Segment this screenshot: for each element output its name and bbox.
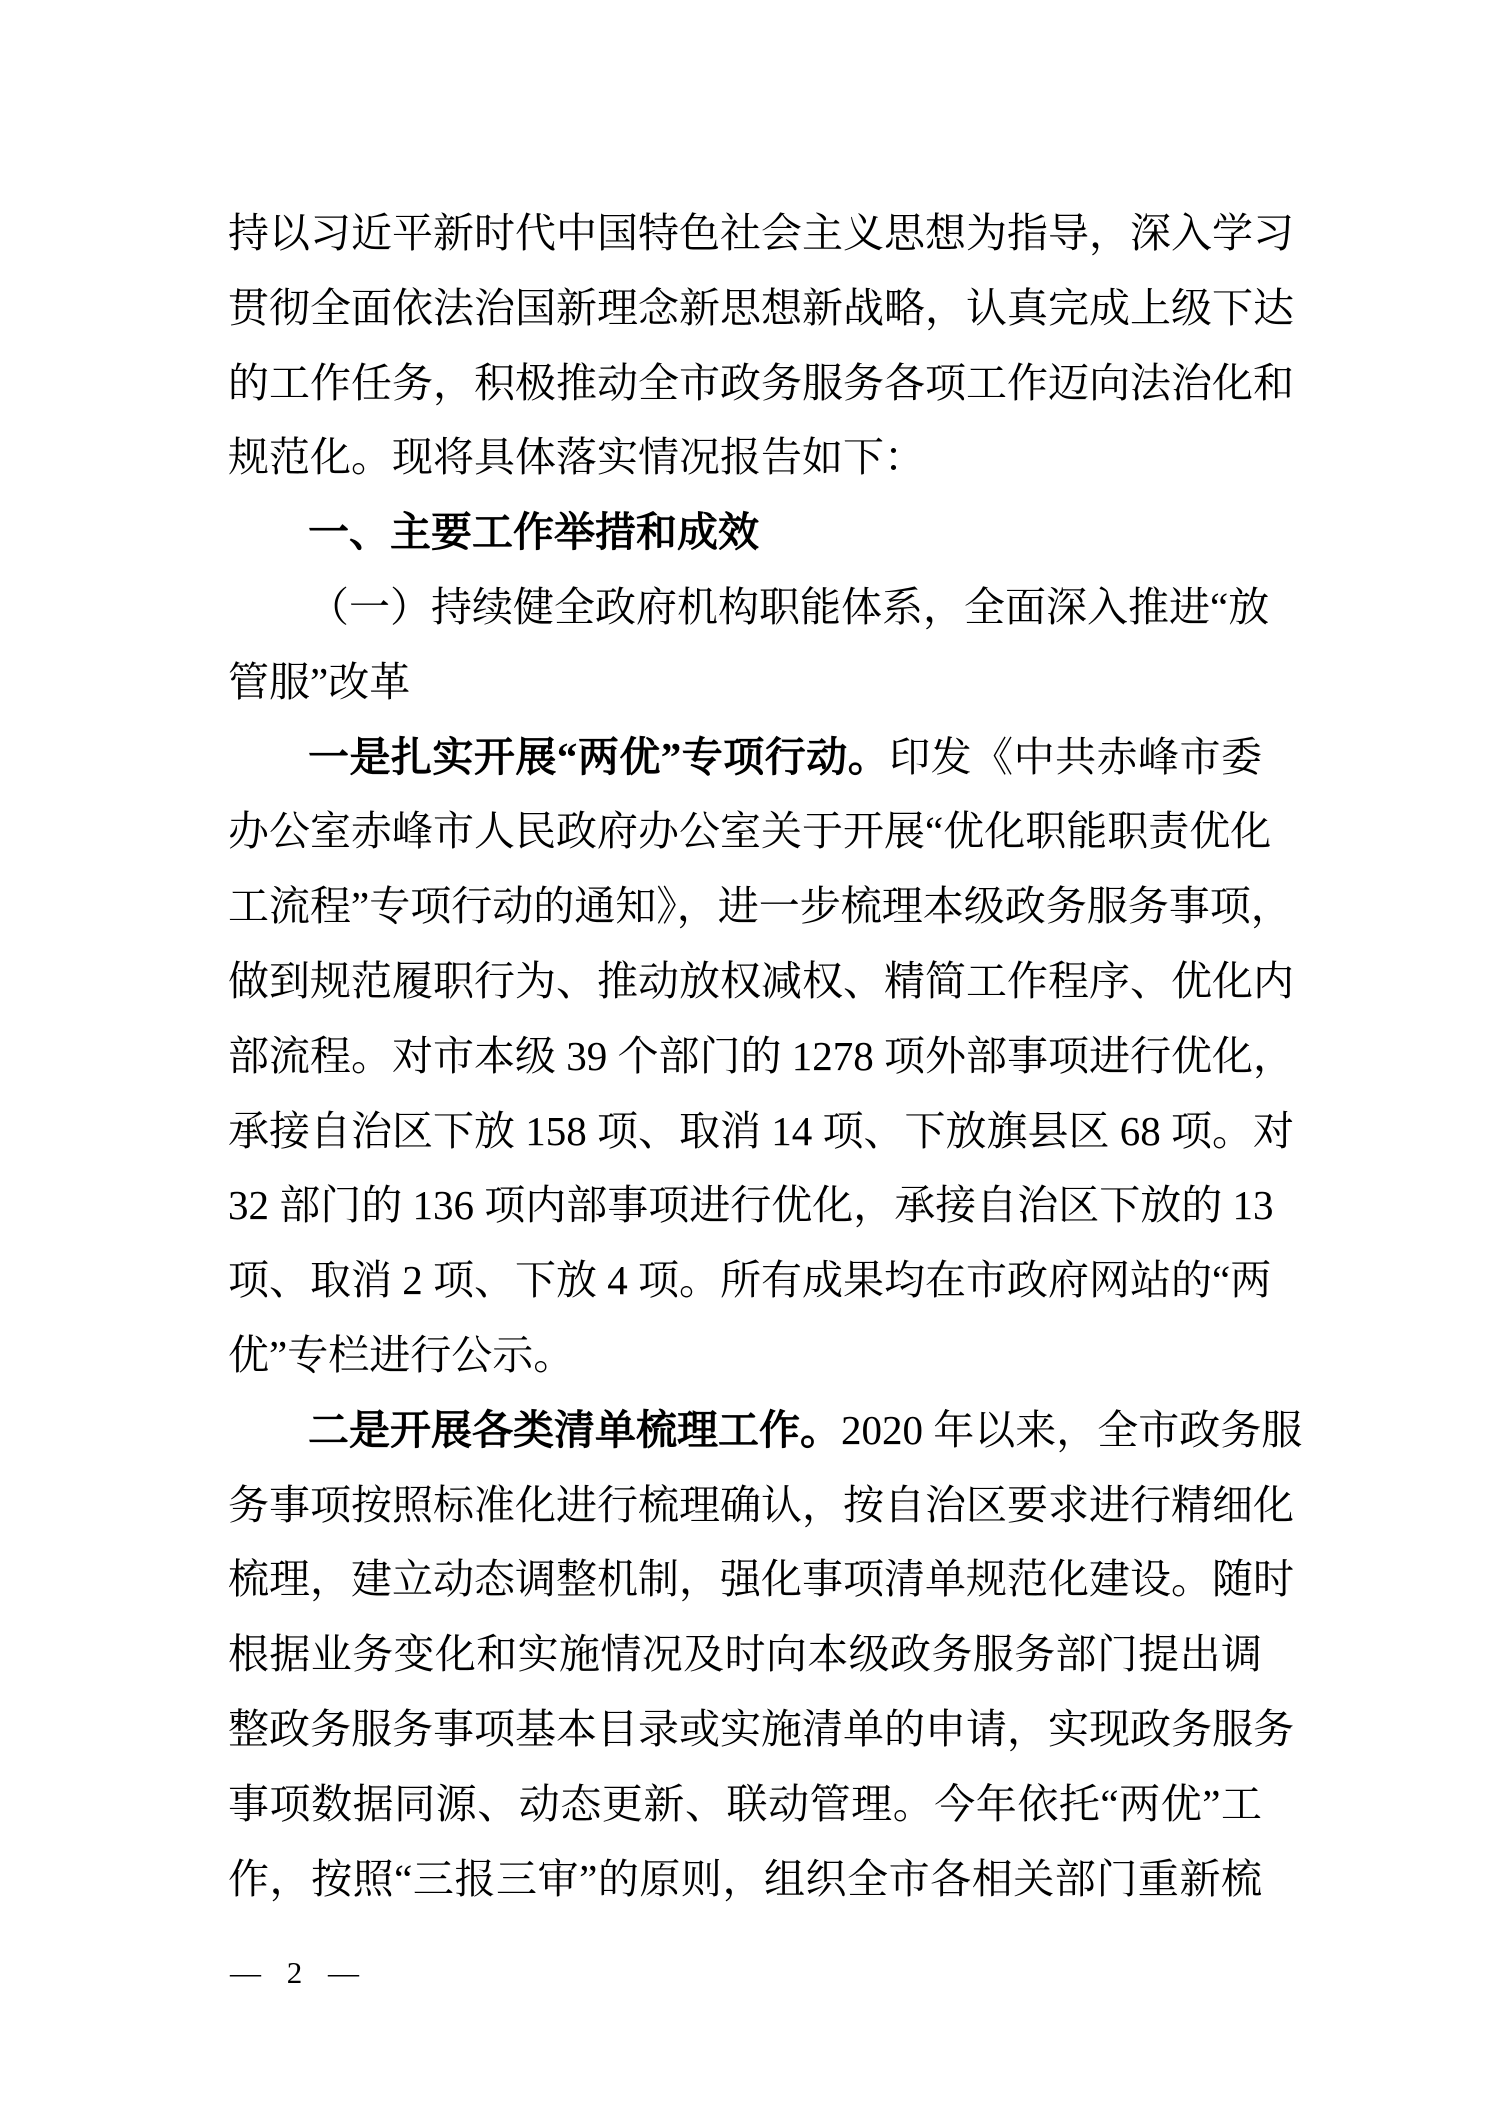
text-run: 作，按照“三报三审”的原则，组织全市各相关部门重新梳	[228, 1855, 1262, 1902]
text-line	[228, 720, 1262, 795]
text-run: 办公室赤峰市人民政府办公室关于开展“优化职能职责优化	[228, 808, 1272, 855]
text-run: 持以习近平新时代中国特色社会主义思想为指导，深入学习	[228, 210, 1294, 256]
text-line	[228, 944, 1294, 1019]
text-run: 务事项按照标准化进行梳理确认，按自治区要求进行精细化	[228, 1481, 1294, 1528]
text-line	[228, 196, 1294, 271]
text-run: 事项数据同源、动态更新、联动管理。今年依托“两优”工	[228, 1780, 1262, 1827]
text-line	[228, 1542, 1294, 1617]
text-line	[228, 1842, 1262, 1917]
text-line	[228, 1767, 1262, 1842]
text-run: 项、取消 2 项、下放 4 项。所有成果均在市政府网站的“两	[228, 1257, 1272, 1304]
text-line	[228, 1318, 1262, 1393]
text-run: 管服”改革	[228, 658, 411, 705]
text-line	[228, 1617, 1262, 1692]
subsection-heading	[228, 645, 1262, 720]
text-run: 梳理，建立动态调整机制，强化事项清单规范化建设。随时	[228, 1556, 1294, 1603]
text-run: 根据业务变化和实施情况及时向本级政务服务部门提出调	[228, 1631, 1262, 1678]
text-line	[228, 1094, 1294, 1169]
text-line	[228, 271, 1294, 346]
text-line	[228, 869, 1292, 944]
text-run: 一、主要工作举措和成效	[308, 509, 759, 556]
text-run: 的工作任务，积极推动全市政务服务各项工作迈向法治化和	[228, 359, 1294, 406]
text-run: 优”专栏进行公示。	[228, 1331, 575, 1378]
text-line	[228, 1168, 1274, 1243]
section-heading	[228, 495, 1262, 570]
text-line	[228, 1243, 1272, 1318]
document-body	[228, 196, 1303, 1916]
text-run: （一）持续健全政府机构职能体系，全面深入推进“放	[308, 583, 1270, 630]
page-number: — 2 —	[230, 1955, 368, 1990]
text-run: 贯彻全面依法治国新理念新思想新战略，认真完成上级下达	[228, 284, 1294, 331]
text-line	[228, 346, 1294, 421]
subsection-heading	[228, 570, 1270, 645]
text-line	[228, 794, 1272, 869]
text-run: 承接自治区下放 158 项、取消 14 项、下放旗县区 68 项。对	[228, 1107, 1294, 1154]
text-run: 工流程”专项行动的通知》，进一步梳理本级政务服务事项，	[228, 883, 1292, 930]
text-run: 2020 年以来，全市政务服	[841, 1406, 1303, 1453]
text-line	[228, 420, 1262, 495]
text-run: 部流程。对市本级 39 个部门的 1278 项外部事项进行优化，	[228, 1032, 1294, 1079]
text-run: 做到规范履职行为、推动放权减权、精简工作程序、优化内	[228, 957, 1294, 1004]
text-run: 整政务服务事项基本目录或实施清单的申请，实现政务服务	[228, 1705, 1294, 1752]
text-line	[228, 1468, 1294, 1543]
text-run: 印发《中共赤峰市委	[889, 733, 1263, 780]
text-run: 32 部门的 136 项内部事项进行优化，承接自治区下放的 13	[228, 1182, 1274, 1229]
text-line	[228, 1692, 1294, 1767]
text-line	[228, 1393, 1303, 1468]
text-run-emphasis: 二是开展各类清单梳理工作。	[308, 1406, 841, 1453]
text-line	[228, 1019, 1294, 1094]
text-run-emphasis: 一是扎实开展“两优”专项行动。	[308, 733, 890, 780]
text-run: 规范化。现将具体落实情况报告如下：	[228, 434, 925, 481]
